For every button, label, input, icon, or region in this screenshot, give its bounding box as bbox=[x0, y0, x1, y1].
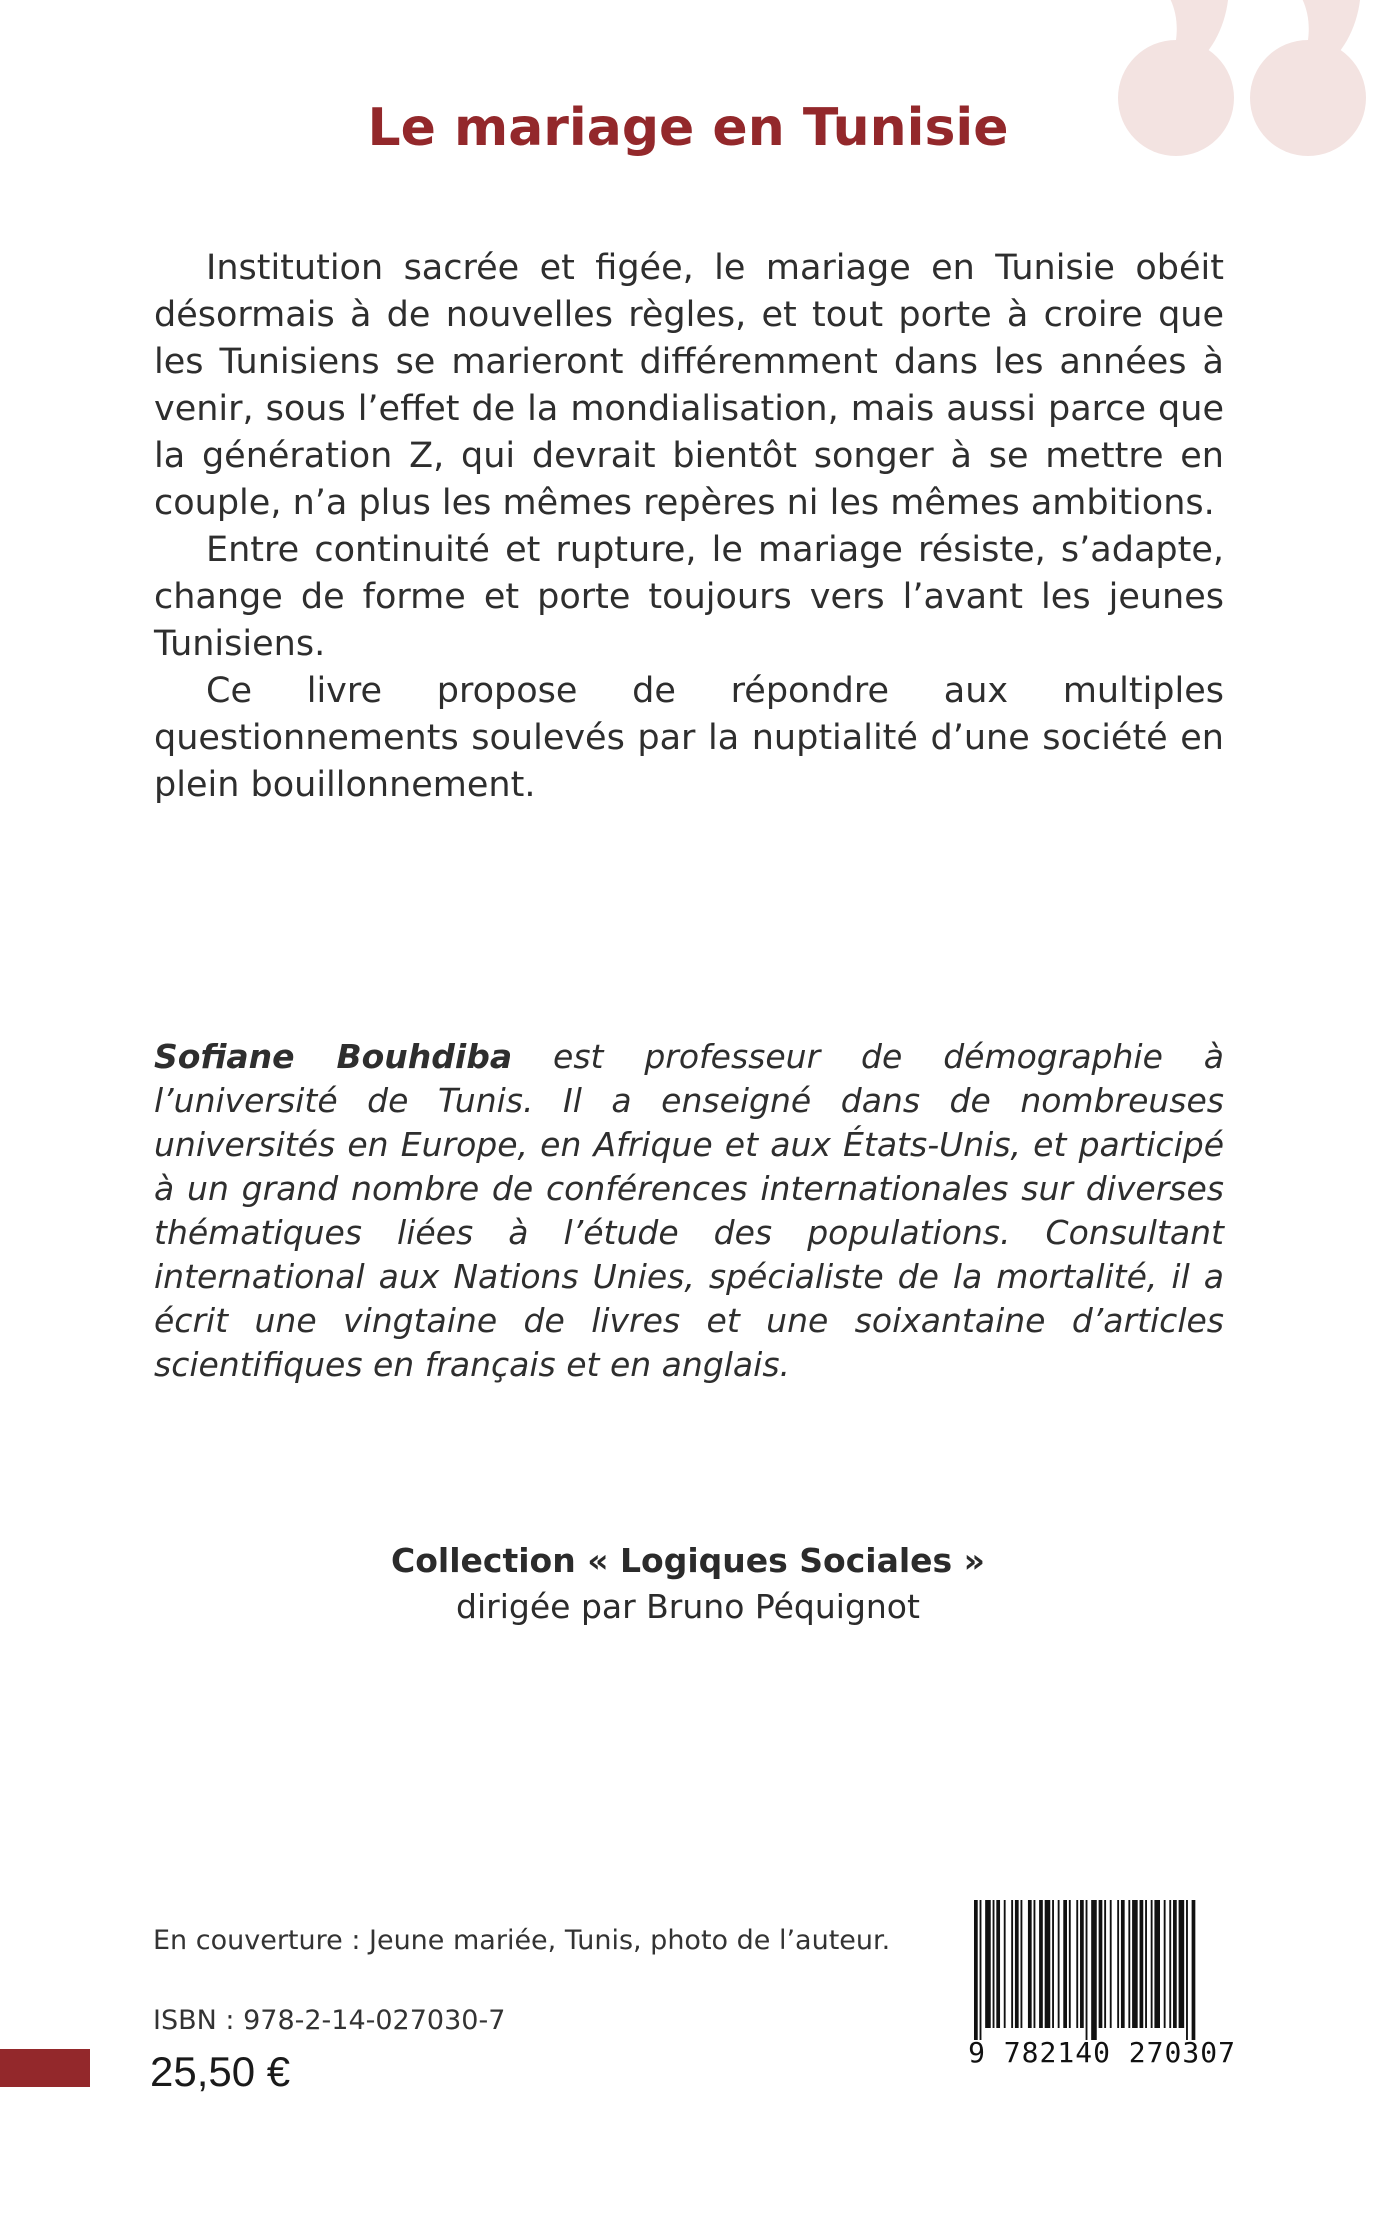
book-title: Le mariage en Tunisie bbox=[367, 98, 1009, 158]
barcode-bar bbox=[1045, 1900, 1051, 2028]
barcode-digits: 9 782140 270307 bbox=[968, 2036, 1236, 2069]
barcode-bar bbox=[1104, 1900, 1106, 2028]
barcode-bar bbox=[1192, 1900, 1196, 2040]
barcode-bar bbox=[1091, 1900, 1097, 2040]
barcode-bar bbox=[1140, 1900, 1144, 2028]
barcode-bar bbox=[1099, 1900, 1103, 2028]
collection-director: dirigée par Bruno Péquignot bbox=[456, 1587, 920, 1626]
barcode-bar bbox=[1169, 1900, 1171, 2028]
barcode-bar bbox=[1179, 1900, 1185, 2028]
barcode-bar bbox=[1015, 1900, 1019, 2028]
collection-title: Collection « Logiques Sociales » bbox=[391, 1541, 985, 1580]
barcode-bar bbox=[1128, 1900, 1130, 2028]
author-bio bbox=[154, 1035, 1224, 1387]
barcode-bar bbox=[1086, 1900, 1088, 2040]
barcode-bar bbox=[1021, 1900, 1023, 2028]
barcode-icon bbox=[968, 1900, 1236, 2040]
barcode-bar bbox=[974, 1900, 978, 2040]
book-summary bbox=[154, 245, 1224, 809]
barcode-bar bbox=[1052, 1900, 1054, 2028]
cover-credit: En couverture : Jeune mariée, Tunis, photo de l’auteur. bbox=[153, 1925, 891, 1956]
barcode-bar bbox=[1154, 1900, 1160, 2028]
author-bio-text: est professeur de démographie à l’université de Tunis. Il a enseigné dans de nombreuses universités en Europe, en Afrique et aux États-Unis, et participé à un grand nombre de conférences internationales sur diverses thématiques liées à l’étude des populations. Consultant international aux Nations Unies, spécialiste de la mortalité, il a écrit une vingtaine de livres et une soixantaine d’articles scientifiques en français et en anglais. bbox=[154, 1037, 1225, 1384]
barcode-bar bbox=[1034, 1900, 1036, 2028]
accent-bar bbox=[0, 2049, 90, 2087]
price: 25,50 € bbox=[150, 2048, 291, 2095]
barcode-bar bbox=[996, 1900, 1000, 2028]
barcode-bar bbox=[1164, 1900, 1166, 2028]
barcode-bar bbox=[1145, 1900, 1147, 2028]
barcode-bar bbox=[980, 1900, 982, 2040]
barcode-bar bbox=[1004, 1900, 1006, 2028]
barcode-bar bbox=[1186, 1900, 1188, 2040]
barcode-bar bbox=[1058, 1900, 1060, 2028]
barcode-bar bbox=[1011, 1900, 1013, 2028]
barcode-bar bbox=[1080, 1900, 1084, 2028]
collection-info bbox=[0, 1538, 1376, 1630]
barcode-bar bbox=[1121, 1900, 1125, 2028]
barcode-bar bbox=[1063, 1900, 1067, 2028]
author-name: Sofiane Bouhdiba bbox=[154, 1037, 513, 1076]
barcode-bar bbox=[1076, 1900, 1078, 2028]
barcode-bar bbox=[1069, 1900, 1071, 2028]
barcode-bar bbox=[1132, 1900, 1138, 2028]
isbn: ISBN : 978-2-14-027030-7 bbox=[153, 2005, 506, 2036]
summary-paragraph: Entre continuité et rupture, le mariage résiste, s’adapte, change de forme et porte toujours vers l’avant les jeunes Tunisiens. bbox=[154, 530, 1224, 664]
barcode-bar bbox=[1028, 1900, 1032, 2028]
barcode-bar bbox=[1110, 1900, 1112, 2028]
barcode-bar bbox=[1039, 1900, 1043, 2028]
barcode-bar bbox=[1173, 1900, 1177, 2028]
barcode-bar bbox=[1117, 1900, 1119, 2028]
barcode-bar bbox=[993, 1900, 995, 2028]
barcode-bar bbox=[1151, 1900, 1153, 2028]
barcode-bar bbox=[985, 1900, 991, 2028]
barcode bbox=[968, 1900, 1236, 2078]
summary-paragraph: Ce livre propose de répondre aux multiples questionnements soulevés par la nuptialité d’une société en plein bouillonnement. bbox=[154, 671, 1224, 805]
summary-paragraph: Institution sacrée et figée, le mariage en Tunisie obéit désormais à de nouvelles règles, et tout porte à croire que les Tunisiens se marieront différemment dans les années à venir, sous l’effet de la mondialisation, mais aussi parce que la génération Z, qui devrait bientôt songer à se mettre en couple, n’a plus les mêmes repères ni les mêmes ambitions. bbox=[154, 248, 1224, 523]
